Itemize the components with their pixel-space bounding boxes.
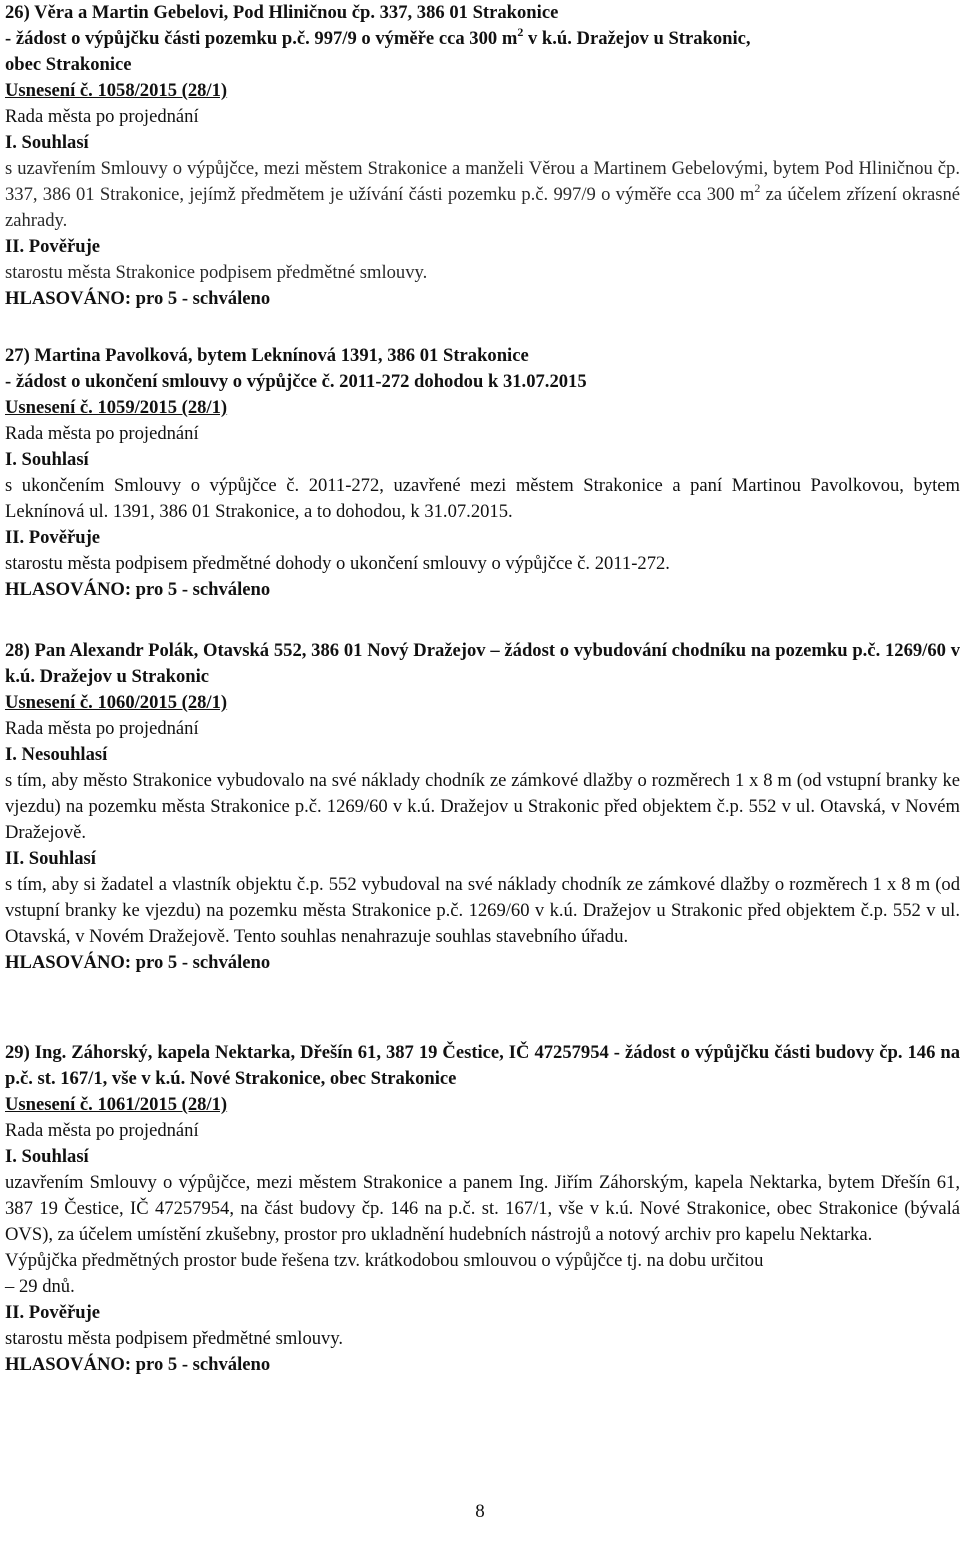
agenda-item-29: [5, 1040, 960, 1378]
section-text: s tím, aby si žadatel a vlastník objektu č.p. 552 vybudoval na své náklady chodník ze zámkové dlažby o rozměrech 1 x 8 m (od vstupní branky ke vjezdu) na pozemku města Strakonice p.č. 1269/60 v k.ú. Dražejov u Strakonic před objektem č.p. 552 v ul. Otavská, v Novém Dražejově. Tento souhlas nenahrazuje souhlas stavebního úřadu.: [5, 874, 960, 947]
section-heading: II. Pověřuje: [5, 1302, 101, 1323]
item-title: obec Strakonice: [5, 54, 132, 75]
section-text: s uzavřením Smlouvy o výpůjčce, mezi městem Strakonice a manželi Věrou a Martinem Gebelovými, bytem Pod Hliničnou čp. 337, 386 01 Strakonice, jejímž předmětem je užívání části pozemku p.č. 997/9 o výměře cca 300 $m^2$ za účelem zřízení okrasné zahrady.: [5, 158, 960, 231]
section-heading: I. Nesouhlasí: [5, 744, 108, 765]
section-heading: I. Souhlasí: [5, 1146, 89, 1167]
section-text: uzavřením Smlouvy o výpůjčce, mezi městem Strakonice a panem Ing. Jiřím Záhorským, kapela Nektarka, bytem Dřešín 61, 387 19 Čestice, IČ 47257954, na část budovy čp. 146 na p.č. st. 167/1, vše v k.ú. Nové Strakonice, obec Strakonice (bývalá OVS), za účelem umístění zkušebny, prostor pro ukladnění hudebních nástrojů a notový archiv pro kapelu Nektarka.: [5, 1172, 960, 1245]
section-text: s tím, aby město Strakonice vybudovalo na své náklady chodník ze zámkové dlažby o rozměrech 1 x 8 m (od vstupní branky ke vjezdu) na pozemku města Strakonice p.č. 1269/60 v k.ú. Dražejov u Strakonic před objektem č.p. 552 v ul. Otavská, v Novém Dražejově.: [5, 770, 960, 843]
agenda-item-26: [5, 0, 960, 312]
item-title: 29) Ing. Záhorský, kapela Nektarka, Dřešín 61, 387 19 Čestice, IČ 47257954 - žádost o výpůjčku části budovy čp. 146 na p.č. st. 167/1, vše v k.ú. Nové Strakonice, obec Strakonice: [5, 1042, 960, 1089]
section-heading: I. Souhlasí: [5, 449, 89, 470]
superscript: 2: [754, 180, 761, 195]
page-number: 8: [475, 1501, 485, 1522]
section-text: starostu města podpisem předmětné dohody o ukončení smlouvy o výpůjčce č. 2011-272.: [5, 553, 670, 574]
resolution-number: Usnesení č. 1060/2015 (28/1): [5, 692, 228, 713]
item-title: 27) Martina Pavolková, bytem Leknínová 1391, 386 01 Strakonice: [5, 345, 529, 366]
superscript: 2: [517, 24, 524, 39]
council-note: Rada města po projednání: [5, 106, 199, 127]
council-note: Rada města po projednání: [5, 718, 199, 739]
section-heading: II. Pověřuje: [5, 527, 101, 548]
section-text-extra: – 29 dnů.: [5, 1276, 75, 1297]
vote-result: HLASOVÁNO: pro 5 - schváleno: [5, 579, 271, 600]
section-text: starostu města podpisem předmětné smlouvy.: [5, 1328, 344, 1349]
agenda-item-27: [5, 343, 960, 603]
item-title: - žádost o ukončení smlouvy o výpůjčce č. 2011-272 dohodou k 31.07.2015: [5, 371, 587, 392]
section-text-extra: Výpůjčka předmětných prostor bude řešena tzv. krátkodobou smlouvou o výpůjčce tj. na dobu určitou: [5, 1250, 764, 1271]
section-text: starostu města Strakonice podpisem předmětné smlouvy.: [5, 262, 428, 283]
vote-result: HLASOVÁNO: pro 5 - schváleno: [5, 288, 271, 309]
vote-result: HLASOVÁNO: pro 5 - schváleno: [5, 1354, 271, 1375]
resolution-number: Usnesení č. 1058/2015 (28/1): [5, 80, 228, 101]
section-heading: II. Pověřuje: [5, 236, 101, 257]
resolution-number: Usnesení č. 1059/2015 (28/1): [5, 397, 228, 418]
item-title: 28) Pan Alexandr Polák, Otavská 552, 386 01 Nový Dražejov – žádost o vybudování chodníku na pozemku p.č. 1269/60 v k.ú. Dražejov u Strakonic: [5, 640, 960, 687]
item-title: 26) Věra a Martin Gebelovi, Pod Hliničnou čp. 337, 386 01 Strakonice: [5, 2, 559, 23]
council-note: Rada města po projednání: [5, 1120, 199, 1141]
section-text: s ukončením Smlouvy o výpůjčce č. 2011-272, uzavřené mezi městem Strakonice a paní Martinou Pavolkovou, bytem Leknínová ul. 1391, 386 01 Strakonice, a to dohodou, k 31.07.2015.: [5, 475, 960, 522]
section-heading: I. Souhlasí: [5, 132, 89, 153]
item-title: - žádost o výpůjčku části pozemku p.č. 997/9 o výměře cca 300 $m^2$ v k.ú. Dražejov u Strakonic,: [5, 24, 751, 49]
resolution-number: Usnesení č. 1061/2015 (28/1): [5, 1094, 228, 1115]
council-note: Rada města po projednání: [5, 423, 199, 444]
vote-result: HLASOVÁNO: pro 5 - schváleno: [5, 952, 271, 973]
section-heading: II. Souhlasí: [5, 848, 96, 869]
agenda-item-28: [5, 638, 960, 976]
